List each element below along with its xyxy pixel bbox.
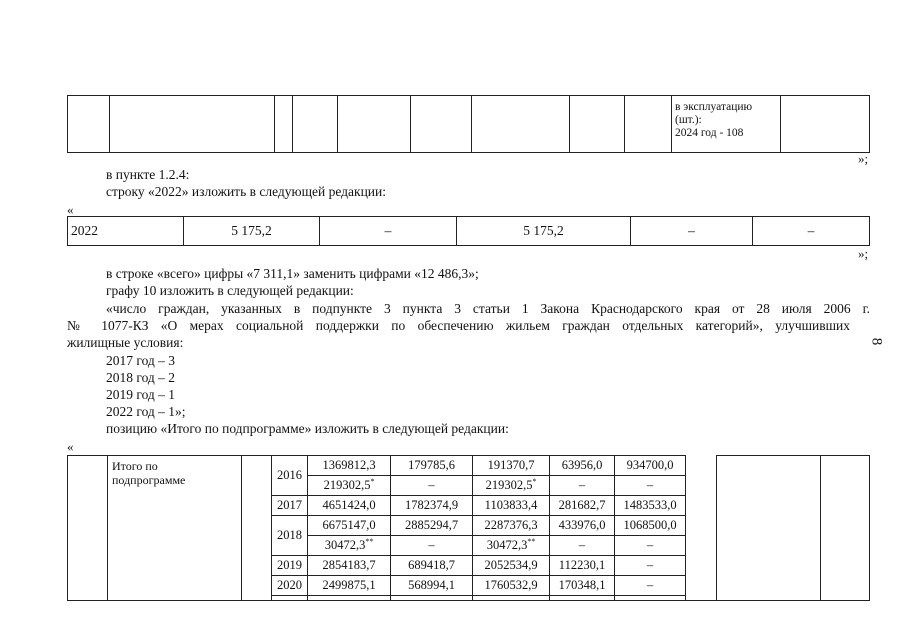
empty-cell: [308, 596, 391, 601]
value-cell: 1483533,0: [615, 496, 686, 516]
empty-cell: [821, 456, 870, 601]
page-number: 8: [868, 337, 885, 346]
table-row: [68, 456, 870, 476]
empty-cell: [550, 596, 615, 601]
empty-cell: [68, 456, 108, 601]
value-cell: –: [631, 217, 753, 246]
value-cell: 433976,0: [550, 516, 615, 536]
table-row: [68, 217, 870, 246]
top-table-cell: [625, 96, 672, 153]
year-line: 2022 год – 1»;: [106, 404, 186, 419]
top-table-cell: [570, 96, 625, 153]
value-cell: 568994,1: [391, 576, 473, 596]
value-cell: 219302,5*: [473, 476, 550, 496]
paragraph-row-2022: строку «2022» изложить в следующей редакции:: [106, 184, 387, 199]
year-cell: 2019: [272, 556, 308, 576]
year-cell: 2020: [272, 576, 308, 596]
year-cell: 2022: [68, 217, 184, 246]
footnote-mark: *: [370, 476, 375, 486]
paragraph-column-10: графу 10 изложить в следующей редакции:: [106, 283, 354, 298]
value-cell: 2854183,7: [308, 556, 391, 576]
top-table-cell: [293, 96, 338, 153]
value-cell: 1760532,9: [473, 576, 550, 596]
value-cell: 170348,1: [550, 576, 615, 596]
note-line: 2024 год - 108: [675, 127, 744, 139]
row-2022-table: [67, 216, 870, 246]
value-cell: 689418,7: [391, 556, 473, 576]
value-cell: 1103833,4: [473, 496, 550, 516]
value-cell: 1068500,0: [615, 516, 686, 536]
footnote-mark: **: [365, 536, 374, 546]
subtotal-table: [67, 455, 870, 601]
value-cell: 191370,7: [473, 456, 550, 476]
paragraph-long: «число граждан, указанных в подпункте 3 пункта 3 статьи 1 Закона Краснодарского края от 28 июля 2006 г.: [106, 301, 870, 316]
footnote-mark: *: [532, 476, 537, 486]
value-cell: 30472,3**: [473, 536, 550, 556]
paragraph-position: позицию «Итого по подпрограмме» изложить в следующей редакции:: [106, 421, 509, 436]
closing-quote: »;: [858, 246, 869, 261]
value-cell: 112230,1: [550, 556, 615, 576]
value-cell: 281682,7: [550, 496, 615, 516]
top-table-cell: [338, 96, 411, 153]
opening-quote: «: [67, 439, 74, 454]
top-table-cell: [411, 96, 472, 153]
note-line: (шт.):: [675, 114, 702, 126]
value-cell: –: [391, 476, 473, 496]
subtotal-name: Итого по: [112, 459, 158, 473]
empty-cell: [242, 456, 272, 601]
value-cell: 63956,0: [550, 456, 615, 476]
footnote-mark: **: [527, 536, 536, 546]
paragraph-item: в пункте 1.2.4:: [106, 167, 190, 182]
value-cell: 5 175,2: [184, 217, 320, 246]
top-table-cell: [110, 96, 275, 153]
value-cell: 934700,0: [615, 456, 686, 476]
value-cell: –: [615, 556, 686, 576]
top-table-cell: [781, 96, 870, 153]
value-cell: –: [550, 476, 615, 496]
empty-cell: [717, 456, 821, 601]
value-cell: 1369812,3: [308, 456, 391, 476]
year-line: 2019 год – 1: [106, 387, 176, 402]
subtotal-name: подпрограмме: [112, 473, 186, 487]
value-cell: –: [550, 536, 615, 556]
top-table-note-cell: [672, 96, 781, 153]
value-cell: 2499875,1: [308, 576, 391, 596]
year-line: 2017 год – 3: [106, 353, 176, 368]
value-cell: 179785,6: [391, 456, 473, 476]
empty-cell: [272, 596, 308, 601]
value-cell: –: [615, 476, 686, 496]
value-cell: 2885294,7: [391, 516, 473, 536]
value-cell: 2287376,3: [473, 516, 550, 536]
paragraph-long: № 1077-КЗ «О мерах социальной поддержки по обеспечению жильем граждан отдельных категорий», улучшивших: [67, 318, 850, 333]
empty-cell: [473, 596, 550, 601]
empty-cell: [391, 596, 473, 601]
year-cell: 2016: [272, 456, 308, 496]
value-cell: 1782374,9: [391, 496, 473, 516]
subtotal-name-cell: [108, 456, 242, 601]
year-cell: 2018: [272, 516, 308, 556]
top-table-cell: [68, 96, 110, 153]
opening-quote: «: [67, 202, 74, 217]
top-table: [67, 95, 870, 153]
value-cell: 219302,5*: [308, 476, 391, 496]
value-cell: –: [753, 217, 870, 246]
note-line: в эксплуатацию: [675, 101, 753, 113]
value-cell: 30472,3**: [308, 536, 391, 556]
top-table-cell: [275, 96, 293, 153]
value-cell: 2052534,9: [473, 556, 550, 576]
year-line: 2018 год – 2: [106, 370, 176, 385]
value-cell: 6675147,0: [308, 516, 391, 536]
value-cell: 5 175,2: [457, 217, 631, 246]
top-table-cell: [472, 96, 570, 153]
empty-cell: [615, 596, 686, 601]
closing-quote: »;: [858, 151, 869, 166]
paragraph-total: в строке «всего» цифры «7 311,1» заменить цифрами «12 486,3»;: [106, 266, 479, 281]
empty-cell: [686, 456, 717, 601]
value-cell: –: [320, 217, 457, 246]
value-cell: –: [391, 536, 473, 556]
paragraph-long: жилищные условия:: [67, 335, 184, 350]
year-cell: 2017: [272, 496, 308, 516]
value-cell: –: [615, 536, 686, 556]
value-cell: 4651424,0: [308, 496, 391, 516]
value-cell: –: [615, 576, 686, 596]
